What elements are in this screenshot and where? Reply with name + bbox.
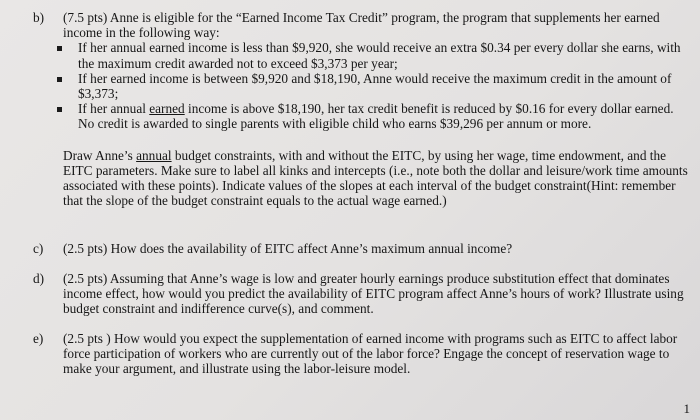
question-e-text: (2.5 pts ) How would you expect the supplementation of earned income with programs such as EITC to affect labor force participation of workers who are currently out of the labor force? Engage the concept of reservation wage to make your argument, and illustrate using the labor-leisure model. [63,331,678,377]
question-b-intro [63,10,693,40]
question-c-label: c) [33,241,44,256]
question-d-label: d) [33,271,45,286]
question-c-text: (2.5 pts) How does the availability of EITC affect Anne’s maximum annual income? [63,241,513,256]
question-b-draw-instructions: Draw Anne’s annual budget constraints, with and without the EITC, by using her wage, time endowment, and the EITC parameters. Make sure to label all kinks and intercepts (i.e., note both the dollar and leisure/work time amounts associated with these points). Indicate values of the slopes at each interval of the budget constraint(Hint: remember that the slope of the budget constraint equals to the actual wage earned.) [63,147,688,209]
question-b-label: b) [33,10,45,25]
eitc-rule-phase-in: If her annual earned income is less than $9,920, she would receive an extra $0.34 per every dollar she earns, with the maximum credit awarded not to exceed $3,373 per year; [53,40,693,70]
question-b [33,10,693,208]
eitc-rule-plateau: If her earned income is between $9,920 and $18,190, Anne would receive the maximum credit in the amount of $3,373; [53,71,693,101]
question-c [33,241,693,256]
page-number: 1 [683,401,690,416]
eitc-rule-phase-out: If her annual earned income is above $18,190, her tax credit benefit is reduced by $0.16 for every dollar earned. No credit is awarded to single parents with eligible child who earns $39,296 per annum or more. [53,101,693,131]
question-e [33,331,693,377]
question-b-intro-line-1: (7.5 pts) Anne is eligible for the “Earned Income Tax Credit” program, the program that supplements her earned [63,10,660,25]
question-e-label: e) [33,331,44,346]
eitc-rules-list [33,40,693,131]
question-b-intro-line-2: income in the following way: [63,25,220,41]
question-d [33,271,693,317]
question-d-text: (2.5 pts) Assuming that Anne’s wage is low and greater hourly earnings produce substitution effect that dominates income effect, how would you predict the availability of EITC program affect Anne’s hours of work? Illustrate using budget constraint and indifference curve(s), and comment. [63,271,684,317]
